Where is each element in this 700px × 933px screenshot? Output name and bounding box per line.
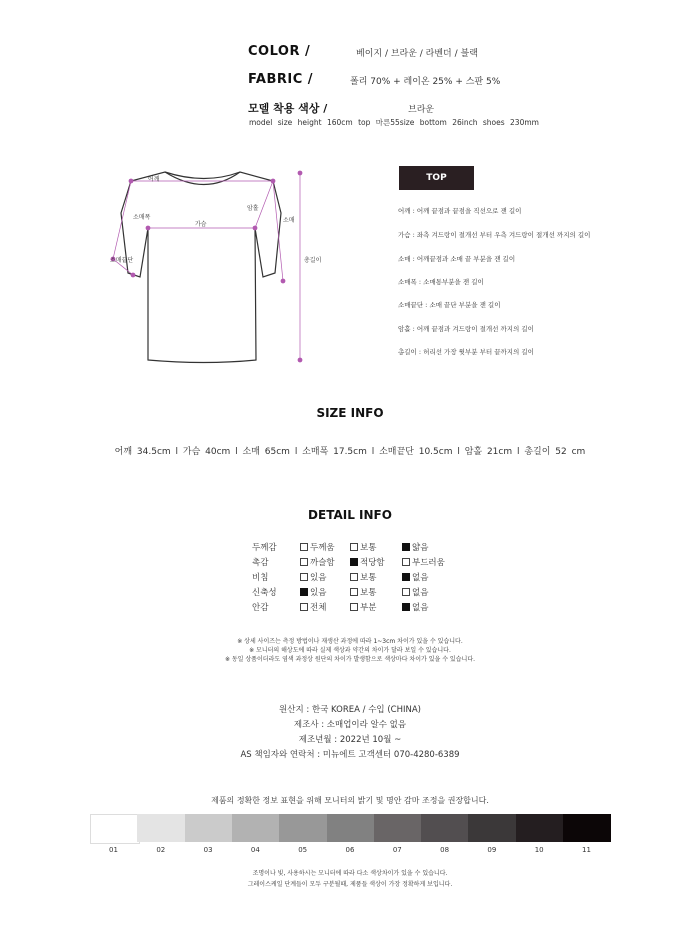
grayscale-footer-2: 그레이스케일 단계들이 모두 구분될때, 제품들 색상이 가장 정확하게 보입니다. — [247, 881, 453, 888]
grayscale-caption: 제품의 정확한 정보 표현을 위해 모니터의 밝기 및 명안 감마 조정을 권장합니다. — [211, 796, 489, 805]
checked-box-icon — [300, 588, 308, 596]
checked-box-icon — [402, 543, 410, 551]
detail-option-label: 얇음 — [412, 543, 429, 553]
grayscale-swatch — [90, 814, 140, 844]
origin-date: 제조년월 : 2022년 10월 ~ — [298, 735, 402, 745]
detail-option-label: 까슬함 — [310, 558, 335, 568]
label-shoulder: 어깨 — [148, 176, 160, 183]
label-armhole: 암홀 — [247, 205, 259, 212]
grayscale-swatch-label: 03 — [203, 846, 213, 854]
checked-box-icon — [402, 573, 410, 581]
detail-option-label: 보통 — [360, 543, 377, 553]
def-sleeve-width: 소매폭 : 소매통부분을 잰 길이 — [398, 278, 484, 286]
unchecked-box-icon — [350, 603, 358, 611]
grayscale-swatch — [374, 814, 422, 842]
size-info-line: 어깨 34.5cm l 가슴 40cm l 소매 65cm l 소매폭 17.5cm l 소매끝단 10.5cm l 암홀 21cm l 총길이 52 cm — [114, 447, 586, 457]
grayscale-swatch-label: 07 — [392, 846, 402, 854]
detail-row-name: 비침 — [252, 573, 269, 583]
detail-option — [402, 601, 428, 613]
detail-option-label: 없음 — [412, 573, 429, 583]
color-value: 베이지 / 브라운 / 라벤더 / 블랙 — [356, 49, 478, 59]
size-info-title: SIZE INFO — [316, 406, 384, 420]
detail-row — [252, 601, 472, 615]
detail-row-name: 두께감 — [252, 543, 277, 553]
detail-option-label: 부분 — [360, 603, 377, 613]
detail-row-name: 촉감 — [252, 558, 269, 568]
detail-option — [350, 586, 376, 598]
unchecked-box-icon — [402, 588, 410, 596]
unchecked-box-icon — [300, 603, 308, 611]
color-label: COLOR / — [248, 44, 311, 59]
detail-option — [350, 541, 376, 553]
grayscale-swatch-label: 05 — [298, 846, 308, 854]
def-armhole: 암홀 : 어깨 끝점과 겨드랑이 절개선 까지의 길이 — [398, 325, 534, 333]
detail-option — [300, 556, 335, 568]
def-cuff: 소매끝단 : 소매 끝단 부분을 잰 길이 — [398, 301, 501, 309]
detail-option — [300, 601, 326, 613]
detail-option-label: 전체 — [310, 603, 327, 613]
grayscale-swatch — [421, 814, 469, 842]
unchecked-box-icon — [350, 588, 358, 596]
origin-contact: AS 책임자와 연락처 : 미뉴에트 고객센터 070-4280-6389 — [240, 750, 460, 760]
detail-row — [252, 556, 472, 570]
grayscale-swatch-label: 08 — [440, 846, 450, 854]
detail-option-label: 있음 — [310, 573, 327, 583]
detail-option — [300, 586, 326, 598]
grayscale-swatch — [327, 814, 375, 842]
label-sleeve: 소매 — [283, 217, 295, 224]
grayscale-swatch — [563, 814, 611, 842]
grayscale-swatch-label: 09 — [487, 846, 497, 854]
detail-option-label: 적당함 — [360, 558, 385, 568]
grayscale-swatch — [137, 814, 185, 842]
detail-option-label: 보통 — [360, 573, 377, 583]
def-chest: 가슴 : 좌측 겨드랑이 절개선 부터 우측 겨드랑이 절개선 까지의 길이 — [398, 231, 591, 239]
def-sleeve: 소매 : 어깨끝점과 소매 끝 부분을 잰 길이 — [398, 255, 516, 263]
label-sleeve-width: 소매폭 — [133, 214, 151, 221]
detail-option-label: 없음 — [412, 588, 429, 598]
unchecked-box-icon — [300, 543, 308, 551]
grayscale-footer-1: 조명이나 빛, 사용하시는 모니터에 따라 다소 색상차이가 있을 수 있습니다. — [252, 870, 448, 877]
detail-option — [350, 556, 385, 568]
detail-row — [252, 571, 472, 585]
model-color-label: 모델 착용 색상 / — [248, 102, 328, 115]
detail-row — [252, 586, 472, 600]
detail-option-label: 있음 — [310, 588, 327, 598]
label-chest: 가슴 — [195, 221, 207, 228]
label-cuff: 소매끝단 — [110, 257, 134, 264]
label-length: 총길이 — [304, 257, 322, 264]
grayscale-swatch — [232, 814, 280, 842]
grayscale-swatch-label: 10 — [534, 846, 544, 854]
detail-option-label: 부드러움 — [412, 558, 445, 568]
grayscale-swatch-label: 04 — [250, 846, 260, 854]
grayscale-swatch-label: 11 — [582, 846, 591, 854]
checked-box-icon — [350, 558, 358, 566]
grayscale-swatch-label: 01 — [109, 846, 118, 854]
detail-option — [350, 571, 376, 583]
detail-option-label: 두께움 — [310, 543, 335, 553]
model-size: model size height 160cm top 마른55size bottom 26inch shoes 230mm — [249, 118, 539, 127]
fabric-label: FABRIC / — [248, 72, 314, 87]
detail-option — [402, 571, 428, 583]
garment-diagram — [95, 155, 335, 370]
top-badge: TOP — [399, 166, 474, 190]
grayscale-swatch — [279, 814, 327, 842]
detail-info-title: DETAIL INFO — [308, 508, 392, 522]
grayscale-swatch — [185, 814, 233, 842]
note-3: ※ 동일 상품이더라도 염색 과정상 원단의 차이가 발생함으로 색상마다 차이가 있을 수 있습니다. — [224, 656, 476, 663]
detail-option-label: 없음 — [412, 603, 429, 613]
grayscale-swatch — [516, 814, 564, 842]
checked-box-icon — [402, 603, 410, 611]
detail-option — [402, 586, 428, 598]
detail-option — [300, 571, 326, 583]
unchecked-box-icon — [300, 558, 308, 566]
origin-maker: 제조사 : 소매업이라 알수 없음 — [293, 720, 407, 730]
grayscale-swatch-label: 02 — [156, 846, 166, 854]
fabric-value: 폴리 70% + 레이온 25% + 스판 5% — [350, 77, 501, 87]
detail-row-name: 안감 — [252, 603, 269, 613]
unchecked-box-icon — [300, 573, 308, 581]
unchecked-box-icon — [350, 543, 358, 551]
unchecked-box-icon — [350, 573, 358, 581]
note-2: ※ 모니터의 해상도에 따라 실제 색상과 약간의 차이가 달라 보일 수 있습니다. — [249, 647, 451, 654]
origin-country: 원산지 : 한국 KOREA / 수입 (CHINA) — [279, 705, 421, 715]
detail-option — [402, 556, 445, 568]
unchecked-box-icon — [402, 558, 410, 566]
detail-option — [350, 601, 376, 613]
detail-option-label: 보통 — [360, 588, 377, 598]
def-shoulder: 어깨 : 어깨 끝점과 끝점을 직선으로 잰 길이 — [398, 207, 522, 215]
grayscale-swatch-label: 06 — [345, 846, 355, 854]
note-1: ※ 상세 사이즈는 측정 방법이나 재생산 과정에 따라 1~3cm 차이가 있을 수 있습니다. — [237, 638, 463, 645]
detail-option — [402, 541, 428, 553]
def-length: 총길이 : 허리선 가장 윗부분 부터 끝까지의 길이 — [398, 348, 534, 356]
model-color-value: 브라운 — [408, 105, 435, 115]
detail-row-name: 신축성 — [252, 588, 277, 598]
grayscale-swatch — [468, 814, 516, 842]
detail-row — [252, 541, 472, 555]
detail-option — [300, 541, 335, 553]
